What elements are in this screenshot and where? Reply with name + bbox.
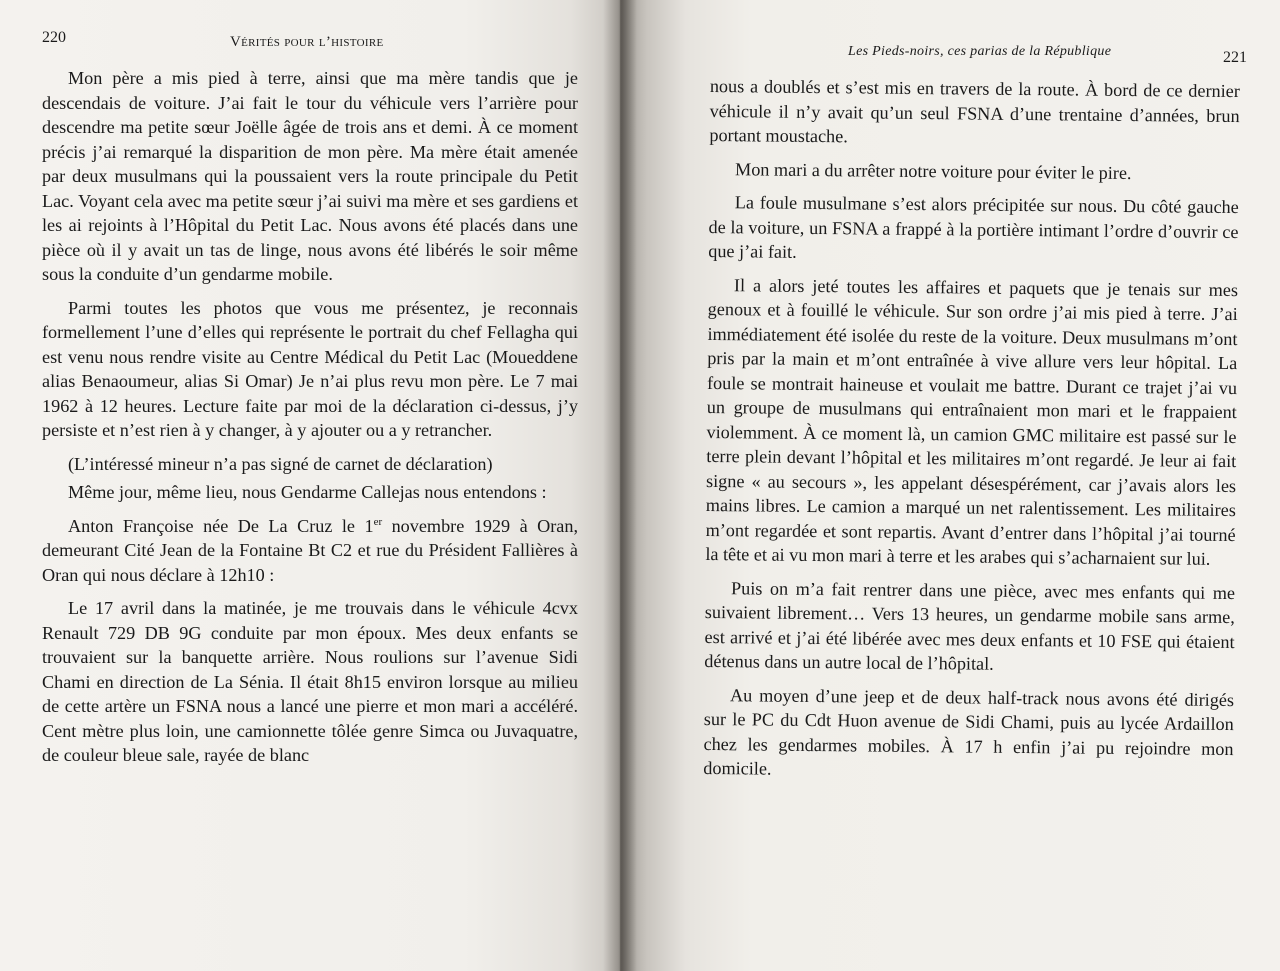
identity-paragraph — [42, 514, 578, 588]
paragraph: Même jour, même lieu, nous Gendarme Callejas nous entendons : — [68, 482, 547, 502]
paragraph: Mon mari a du arrêter notre voiture pour éviter le pire. — [734, 158, 1132, 183]
identity-text-end: novembre 1929 à Oran, demeurant Cité Jean de la Fontaine Bt C2 et rue du Président Fallières à Oran qui nous déclare à 12h10 : — [42, 515, 578, 585]
paragraph: La foule musulmane s’est alors précipitée sur nous. Du côté gauche de la voiture, un FSNA a frappé à la portière intimant l’ordre d’ouvrir ce que j’ai fait. — [708, 192, 1239, 262]
right-page — [620, 0, 1280, 971]
paragraph: nous a doublés et s’est mis en travers de la route. À bord de ce dernier véhicule il n’y avait qu’un seul FSNA d’une trentaine d’années, brun portant moustache. — [709, 75, 1240, 147]
running-head-left: Vérités pour l’histoire — [230, 34, 384, 50]
paragraph: Le 17 avril dans la matinée, je me trouvais dans le véhicule 4cvx Renault 729 DB 9G conduite par mon époux. Mes deux enfants se trouvaient sur la banquette arrière. Nous roulions sur l’avenue Sidi Chami en direction de La Sénia. Il était 8h15 environ lorsque au milieu de cette artère un FSNA nous a lancé une pierre et mon mari a accéléré. Cent mètre plus loin, une camionnette tôlée genre Simca ou Juvaquatre, de couleur bleue sale, rayée de blanc — [42, 598, 578, 765]
left-page-body — [42, 66, 578, 777]
ordinal-superscript: er — [373, 515, 383, 528]
right-page-body — [703, 74, 1240, 795]
page-number-left: 220 — [42, 29, 66, 46]
identity-text-start: Anton Françoise née De La Cruz le 1 — [68, 515, 374, 536]
paragraph: Il a alors jeté toutes les affaires et paquets que je tenais sur mes genoux et à fouillé le véhicule. Sur son ordre j’ai mis pied à terre. J’ai immédiatement été isolée du reste de la voiture. Deux musulmans m’ont pris par la main et m’ont entraînée à vive allure vers leur hôpital. La foule se montrait haineuse et voulait me battre. Durant ce trajet j’ai vu un groupe de musulmans qui entraînaient mon mari et le frappaient violemment. À ce moment là, un camion GMC militaire est passé sur le terre plein devant l’hôpital et les militaires m’ont regardé. Je leur ai fait signe « au secours », les appelant désespérément, car j’avais alors les mains libres. Le camion a marqué un net ralentissement. Les militaires m’ont regardée et sont repartis. Avant d’entrer dans l’hôpital j’ai tourné la tête et ai vu mon mari à terre et les arabes qui s’acharnaient sur lui. — [705, 274, 1239, 569]
paragraph: Puis on m’a fait rentrer dans une pièce, avec mes enfants qui me suivaient librement… Vers 13 heures, un gendarme mobile sans arme, est arrivé et j’ai été libérée avec mes deux enfants et 10 FSE qui étaient détenus dans un autre local de l’hôpital. — [704, 577, 1236, 674]
paragraph: Parmi toutes les photos que vous me présentez, je reconnais formellement l’une d’elles qui représente le portrait du chef Fellagha qui est venu nous rendre visite au Centre Médical du Petit Lac (Moueddene alias Benaoumeur, alias Si Omar) Je n’ai plus revu mon père. Le 7 mai 1962 à 12 heures. Lecture faite par moi de la déclaration ci-dessus, j’y persiste et n’est rien à y changer, à y ajouter ou a y retrancher. — [42, 297, 578, 440]
page-number-right: 221 — [1223, 49, 1247, 66]
paragraph: (L’intéressé mineur n’a pas signé de carnet de déclaration) — [68, 453, 493, 474]
left-page — [0, 0, 620, 971]
paragraph: Au moyen d’une jeep et de deux half-track nous avons été dirigés sur le PC du Cdt Huon avenue de Sidi Chami, puis au lycée Ardaillon chez les gendarmes mobiles. À 17 h enfin j’ai pu rejoindre mon domicile. — [703, 684, 1235, 779]
paragraph: Mon père a mis pied à terre, ainsi que ma mère tandis que je descendais de voiture. J’ai fait le tour du véhicule vers l’arrière pour descendre ma petite sœur Joëlle âgée de trois ans et demi. À ce moment précis j’ai remarqué la disparition de mon père. Ma mère était amenée par deux musulmans qui la poussaient vers la route principale du Petit Lac. Voyant cela avec ma petite sœur j’ai suivi ma mère et ses gardiens et les ai rejoints à l’Hôpital du Petit Lac. Nous avons été placés dans une pièce où il y avait un tas de linge, nous avons été libérés le soir même sous la conduite d’un gendarme mobile. — [42, 68, 578, 284]
running-head-right: Les Pieds-noirs, ces parias de la République — [848, 44, 1112, 59]
